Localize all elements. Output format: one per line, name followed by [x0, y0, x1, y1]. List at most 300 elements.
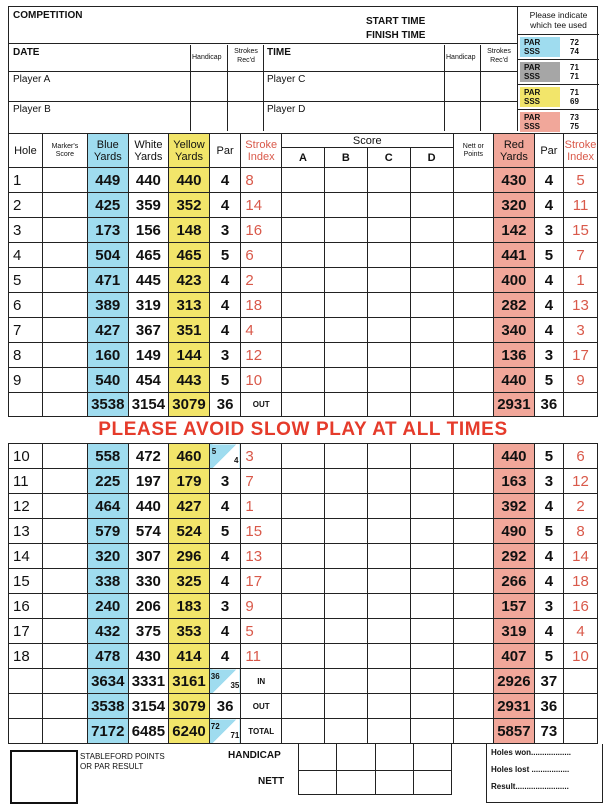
result-box[interactable] — [10, 750, 78, 804]
hole-number: 15 — [9, 569, 43, 594]
score-cell-b[interactable] — [324, 494, 367, 519]
nett-cell[interactable] — [453, 368, 494, 393]
score-cell-c[interactable] — [367, 168, 410, 193]
score-cell-d[interactable] — [410, 343, 453, 368]
hole-number: 5 — [9, 268, 43, 293]
score-cell-b[interactable] — [324, 343, 367, 368]
score-cell-d[interactable] — [410, 168, 453, 193]
score-cell-d[interactable] — [410, 293, 453, 318]
score-cell-a[interactable] — [282, 444, 325, 469]
total-score-cell[interactable] — [453, 694, 494, 719]
score-cell-a[interactable] — [282, 594, 325, 619]
white-yards-cell: 375 — [128, 619, 169, 644]
stroke-index-cell: 12 — [241, 343, 282, 368]
score-cell-b[interactable] — [324, 268, 367, 293]
hole-number: 12 — [9, 494, 43, 519]
hole-row — [9, 544, 598, 569]
markers-score-cell[interactable] — [42, 594, 87, 619]
score-cell-d[interactable] — [410, 193, 453, 218]
white-yards-cell: 330 — [128, 569, 169, 594]
tee-par-label: PAR — [524, 88, 541, 97]
player-a-field[interactable]: Player A — [13, 74, 51, 85]
red-stroke-index-cell: 5 — [564, 168, 598, 193]
hole-number: 6 — [9, 293, 43, 318]
score-cell-c[interactable] — [367, 594, 410, 619]
tee-par-label: PAR — [524, 38, 541, 47]
total-score-cell[interactable] — [282, 669, 325, 694]
out-white: 3154 — [128, 393, 169, 417]
totals-row — [9, 669, 598, 694]
stroke-index-cell: 3 — [241, 444, 282, 469]
yellow-yards-header: Yellow Yards — [169, 134, 210, 168]
total-red: 5857 — [494, 719, 535, 744]
hole-number: 4 — [9, 243, 43, 268]
red-yards-cell: 157 — [494, 594, 535, 619]
score-cell-d[interactable] — [410, 594, 453, 619]
score-cell-b[interactable] — [324, 218, 367, 243]
red-yards-cell: 340 — [494, 318, 535, 343]
score-cell-a[interactable] — [282, 544, 325, 569]
par-cell: 4 — [209, 644, 241, 669]
score-cell-c[interactable] — [367, 569, 410, 594]
score-cell-a[interactable] — [282, 193, 325, 218]
score-cell-c[interactable] — [367, 494, 410, 519]
score-cell-c[interactable] — [367, 469, 410, 494]
score-cell-a[interactable] — [282, 368, 325, 393]
score-cell-d[interactable] — [410, 544, 453, 569]
blue-yards-cell: 449 — [87, 168, 128, 193]
hole-row — [9, 469, 598, 494]
blue-yards-cell: 504 — [87, 243, 128, 268]
score-cell-c[interactable] — [367, 444, 410, 469]
red-stroke-index-cell: 6 — [564, 444, 598, 469]
par-cell: 3 — [209, 218, 241, 243]
white-yards-cell: 440 — [128, 168, 169, 193]
blue-yards-cell: 425 — [87, 193, 128, 218]
nett-cell[interactable] — [453, 494, 494, 519]
date-label: DATE — [13, 47, 40, 58]
red-par-header: Par — [534, 134, 563, 168]
score-cell-d[interactable] — [410, 318, 453, 343]
stroke-index-header: Stroke Index — [241, 134, 282, 168]
blue-yards-cell: 320 — [87, 544, 128, 569]
competition-label: COMPETITION — [13, 10, 83, 21]
tee-option[interactable] — [518, 85, 599, 110]
par-cell: 3 — [209, 594, 241, 619]
footer-score-boxes — [298, 744, 486, 796]
yellow-yards-cell: 440 — [169, 168, 210, 193]
total-score-cell[interactable] — [367, 694, 410, 719]
scorecard — [8, 6, 598, 791]
yellow-yards-cell: 465 — [169, 243, 210, 268]
score-cell-d[interactable] — [410, 243, 453, 268]
par-cell: 4 — [209, 293, 241, 318]
hole-number: 16 — [9, 594, 43, 619]
hole-number: 11 — [9, 469, 43, 494]
score-cell-a[interactable] — [282, 569, 325, 594]
score-table — [8, 133, 598, 744]
total-par-top: 72 — [210, 722, 220, 731]
stroke-index-cell: 1 — [241, 494, 282, 519]
score-cell-b[interactable] — [324, 368, 367, 393]
total-score-cell[interactable] — [410, 719, 453, 744]
out-yellow: 3079 — [169, 393, 210, 417]
score-header: Score — [282, 134, 454, 148]
score-cell-c[interactable] — [367, 644, 410, 669]
markers-score-cell[interactable] — [42, 519, 87, 544]
score-cell-a[interactable] — [282, 243, 325, 268]
total-yellow: 3161 — [169, 669, 210, 694]
red-stroke-index-cell: 4 — [564, 619, 598, 644]
score-cell-d[interactable] — [410, 494, 453, 519]
red-par-cell: 4 — [534, 268, 563, 293]
stroke-index-cell: 8 — [241, 168, 282, 193]
score-cell-b[interactable] — [324, 644, 367, 669]
score-cell-a[interactable] — [282, 619, 325, 644]
hole-row — [9, 193, 598, 218]
red-yards-cell: 400 — [494, 268, 535, 293]
total-yellow: 6240 — [169, 719, 210, 744]
par-cell: 4 — [209, 619, 241, 644]
markers-score-cell[interactable] — [42, 569, 87, 594]
blue-yards-cell: 160 — [87, 343, 128, 368]
red-yards-cell: 430 — [494, 168, 535, 193]
total-score-cell[interactable] — [324, 719, 367, 744]
total-par-top: 36 — [210, 672, 220, 681]
score-cell-c[interactable] — [367, 243, 410, 268]
result-field[interactable]: Result........................ — [491, 782, 569, 791]
tee-indicator-box — [517, 7, 599, 131]
markers-score-cell[interactable] — [42, 644, 87, 669]
totals-row — [9, 719, 598, 744]
stroke-index-cell: 13 — [241, 544, 282, 569]
red-yards-cell: 136 — [494, 343, 535, 368]
hole-row — [9, 519, 598, 544]
tee-par-value: 71 — [570, 88, 579, 97]
blue-yards-cell: 338 — [87, 569, 128, 594]
red-yards-cell: 292 — [494, 544, 535, 569]
tee-par-value: 71 — [570, 63, 579, 72]
score-cell-c[interactable] — [367, 318, 410, 343]
yellow-yards-cell: 144 — [169, 343, 210, 368]
nett-cell[interactable] — [453, 193, 494, 218]
red-par-cell: 5 — [534, 368, 563, 393]
tee-option[interactable] — [518, 60, 599, 85]
total-score-cell[interactable] — [324, 669, 367, 694]
red-par-cell: 3 — [534, 218, 563, 243]
red-stroke-index-cell: 13 — [564, 293, 598, 318]
markers-score-cell[interactable] — [42, 494, 87, 519]
tee-par-label: PAR — [524, 113, 541, 122]
start-time-label: START TIME — [366, 16, 426, 27]
nett-cell[interactable] — [453, 218, 494, 243]
total-par-split — [209, 669, 241, 694]
score-cell-b[interactable] — [324, 519, 367, 544]
score-cell-c[interactable] — [367, 343, 410, 368]
score-cell-c[interactable] — [367, 519, 410, 544]
score-cell-c[interactable] — [367, 193, 410, 218]
nett-cell[interactable] — [453, 594, 494, 619]
total-score-cell[interactable] — [282, 694, 325, 719]
score-cell-d[interactable] — [410, 218, 453, 243]
yellow-yards-cell: 313 — [169, 293, 210, 318]
strokes-recd-left: Strokes Rec'd — [234, 48, 258, 64]
score-cell-d[interactable] — [410, 619, 453, 644]
score-cell-b[interactable] — [324, 168, 367, 193]
hole-row — [9, 569, 598, 594]
score-b-header: B — [324, 148, 367, 168]
par-split-cell — [209, 444, 241, 469]
hole-row — [9, 594, 598, 619]
markers-score-cell[interactable] — [42, 293, 87, 318]
hole-row — [9, 494, 598, 519]
totals-row — [9, 694, 598, 719]
red-stroke-index-cell: 7 — [564, 243, 598, 268]
markers-score-cell[interactable] — [42, 469, 87, 494]
markers-score-header: Marker's Score — [42, 134, 87, 168]
hole-row — [9, 368, 598, 393]
total-score-cell[interactable] — [324, 694, 367, 719]
markers-score-cell[interactable] — [42, 343, 87, 368]
player-c-field[interactable]: Player C — [267, 74, 306, 85]
score-cell-b[interactable] — [324, 594, 367, 619]
score-cell-a[interactable] — [282, 268, 325, 293]
tee-option[interactable] — [518, 110, 599, 134]
score-cell-b[interactable] — [324, 318, 367, 343]
markers-score-cell[interactable] — [42, 243, 87, 268]
yellow-yards-cell: 353 — [169, 619, 210, 644]
nett-cell[interactable] — [453, 519, 494, 544]
total-score-cell[interactable] — [453, 669, 494, 694]
red-stroke-index-cell: 10 — [564, 644, 598, 669]
blue-yards-cell: 173 — [87, 218, 128, 243]
score-cell-b[interactable] — [324, 293, 367, 318]
tee-sss-value: 71 — [570, 72, 579, 81]
yellow-yards-cell: 423 — [169, 268, 210, 293]
score-cell-d[interactable] — [410, 644, 453, 669]
score-cell-a[interactable] — [282, 218, 325, 243]
markers-score-cell[interactable] — [42, 318, 87, 343]
markers-score-cell[interactable] — [42, 268, 87, 293]
hole-number: 1 — [9, 168, 43, 193]
out-row-front — [9, 393, 598, 417]
stroke-index-cell: 14 — [241, 193, 282, 218]
white-yards-cell: 574 — [128, 519, 169, 544]
nett-cell[interactable] — [453, 544, 494, 569]
red-stroke-index-cell: 8 — [564, 519, 598, 544]
blue-yards-cell: 579 — [87, 519, 128, 544]
red-par-cell: 5 — [534, 243, 563, 268]
finish-time-label: FINISH TIME — [366, 30, 426, 41]
score-cell-d[interactable] — [410, 368, 453, 393]
score-cell-c[interactable] — [367, 218, 410, 243]
score-cell-a[interactable] — [282, 293, 325, 318]
nett-cell[interactable] — [453, 168, 494, 193]
red-par-cell: 5 — [534, 644, 563, 669]
par-split-top: 5 — [211, 447, 217, 456]
score-cell-d[interactable] — [410, 519, 453, 544]
tee-par-value: 72 — [570, 38, 579, 47]
nett-cell[interactable] — [453, 318, 494, 343]
total-score-cell[interactable] — [367, 719, 410, 744]
yellow-yards-cell: 148 — [169, 218, 210, 243]
total-score-cell[interactable] — [367, 669, 410, 694]
score-c-header: C — [367, 148, 410, 168]
score-cell-b[interactable] — [324, 544, 367, 569]
out-label: OUT — [241, 393, 282, 417]
blue-yards-cell: 558 — [87, 444, 128, 469]
score-cell-c[interactable] — [367, 619, 410, 644]
tee-sss-label: SSS — [524, 47, 541, 56]
holes-won-field[interactable]: Holes won.................. — [491, 748, 572, 757]
par-cell: 3 — [209, 343, 241, 368]
score-cell-b[interactable] — [324, 569, 367, 594]
stroke-index-cell: 7 — [241, 469, 282, 494]
slow-play-banner: PLEASE AVOID SLOW PLAY AT ALL TIMES — [9, 417, 598, 444]
markers-score-cell[interactable] — [42, 444, 87, 469]
player-b-field[interactable]: Player B — [13, 104, 51, 115]
score-a-header: A — [282, 148, 325, 168]
total-blue: 3538 — [87, 694, 128, 719]
red-yards-cell: 441 — [494, 243, 535, 268]
total-score-cell[interactable] — [410, 694, 453, 719]
yellow-yards-cell: 524 — [169, 519, 210, 544]
nett-cell[interactable] — [453, 569, 494, 594]
hole-number: 2 — [9, 193, 43, 218]
par-cell: 5 — [209, 368, 241, 393]
score-cell-d[interactable] — [410, 268, 453, 293]
white-yards-cell: 367 — [128, 318, 169, 343]
nett-cell[interactable] — [453, 444, 494, 469]
tee-note: Please indicate which tee used — [518, 7, 599, 35]
score-cell-c[interactable] — [367, 544, 410, 569]
red-par-cell: 4 — [534, 494, 563, 519]
total-red-par: 36 — [534, 694, 563, 719]
red-stroke-index-cell: 15 — [564, 218, 598, 243]
hole-number: 17 — [9, 619, 43, 644]
markers-score-cell[interactable] — [42, 168, 87, 193]
hole-header: Hole — [9, 134, 43, 168]
par-header: Par — [209, 134, 241, 168]
score-cell-c[interactable] — [367, 293, 410, 318]
tee-sss-label: SSS — [524, 72, 541, 81]
total-label: TOTAL — [241, 719, 282, 744]
markers-score-cell[interactable] — [42, 218, 87, 243]
blue-yards-cell: 471 — [87, 268, 128, 293]
red-stroke-index-cell: 3 — [564, 318, 598, 343]
total-score-cell[interactable] — [453, 719, 494, 744]
score-cell-b[interactable] — [324, 243, 367, 268]
markers-score-cell[interactable] — [42, 619, 87, 644]
total-red-par: 37 — [534, 669, 563, 694]
red-par-cell: 4 — [534, 619, 563, 644]
tee-par-value: 73 — [570, 113, 579, 122]
red-yards-cell: 266 — [494, 569, 535, 594]
white-yards-cell: 440 — [128, 494, 169, 519]
white-yards-cell: 197 — [128, 469, 169, 494]
white-yards-cell: 307 — [128, 544, 169, 569]
yellow-yards-cell: 296 — [169, 544, 210, 569]
white-yards-cell: 430 — [128, 644, 169, 669]
hole-number: 10 — [9, 444, 43, 469]
score-cell-b[interactable] — [324, 444, 367, 469]
par-cell: 4 — [209, 193, 241, 218]
score-cell-b[interactable] — [324, 619, 367, 644]
total-blue: 3634 — [87, 669, 128, 694]
blue-yards-cell: 389 — [87, 293, 128, 318]
blue-yards-header: Blue Yards — [87, 134, 128, 168]
yellow-yards-cell: 352 — [169, 193, 210, 218]
holes-lost-field[interactable]: Holes lost ................. — [491, 765, 570, 774]
total-score-cell[interactable] — [282, 719, 325, 744]
total-score-cell[interactable] — [410, 669, 453, 694]
stroke-index-cell: 2 — [241, 268, 282, 293]
tee-sss-label: SSS — [524, 122, 541, 131]
score-cell-c[interactable] — [367, 368, 410, 393]
white-yards-cell: 454 — [128, 368, 169, 393]
score-cell-a[interactable] — [282, 168, 325, 193]
markers-score-cell[interactable] — [42, 368, 87, 393]
tee-option[interactable] — [518, 35, 599, 60]
hole-number: 8 — [9, 343, 43, 368]
total-label: OUT — [241, 694, 282, 719]
red-par-cell: 4 — [534, 318, 563, 343]
total-yellow: 3079 — [169, 694, 210, 719]
red-par-cell: 5 — [534, 519, 563, 544]
score-cell-d[interactable] — [410, 444, 453, 469]
score-cell-a[interactable] — [282, 644, 325, 669]
handicap-footer-label: HANDICAP — [228, 750, 281, 761]
score-cell-b[interactable] — [324, 469, 367, 494]
nett-cell[interactable] — [453, 293, 494, 318]
nett-cell[interactable] — [453, 644, 494, 669]
score-cell-a[interactable] — [282, 343, 325, 368]
red-yards-cell: 392 — [494, 494, 535, 519]
stroke-index-cell: 5 — [241, 619, 282, 644]
red-stroke-index-cell: 12 — [564, 469, 598, 494]
nett-cell[interactable] — [453, 619, 494, 644]
yellow-yards-cell: 427 — [169, 494, 210, 519]
score-cell-a[interactable] — [282, 469, 325, 494]
score-cell-a[interactable] — [282, 318, 325, 343]
score-cell-c[interactable] — [367, 268, 410, 293]
hole-row — [9, 293, 598, 318]
out-red-par: 36 — [534, 393, 563, 417]
red-par-cell: 3 — [534, 469, 563, 494]
nett-cell[interactable] — [453, 268, 494, 293]
markers-score-cell[interactable] — [42, 544, 87, 569]
player-d-field[interactable]: Player D — [267, 104, 306, 115]
nett-cell[interactable] — [453, 469, 494, 494]
score-cell-a[interactable] — [282, 494, 325, 519]
score-cell-d[interactable] — [410, 569, 453, 594]
hole-row — [9, 644, 598, 669]
yellow-yards-cell: 443 — [169, 368, 210, 393]
red-yards-cell: 440 — [494, 368, 535, 393]
score-cell-b[interactable] — [324, 193, 367, 218]
total-white: 6485 — [128, 719, 169, 744]
score-cell-d[interactable] — [410, 469, 453, 494]
score-cell-a[interactable] — [282, 519, 325, 544]
stroke-index-cell: 16 — [241, 218, 282, 243]
nett-cell[interactable] — [453, 343, 494, 368]
markers-score-cell[interactable] — [42, 193, 87, 218]
total-white: 3331 — [128, 669, 169, 694]
white-yards-cell: 149 — [128, 343, 169, 368]
nett-cell[interactable] — [453, 243, 494, 268]
total-red: 2931 — [494, 694, 535, 719]
red-stroke-index-cell: 17 — [564, 343, 598, 368]
